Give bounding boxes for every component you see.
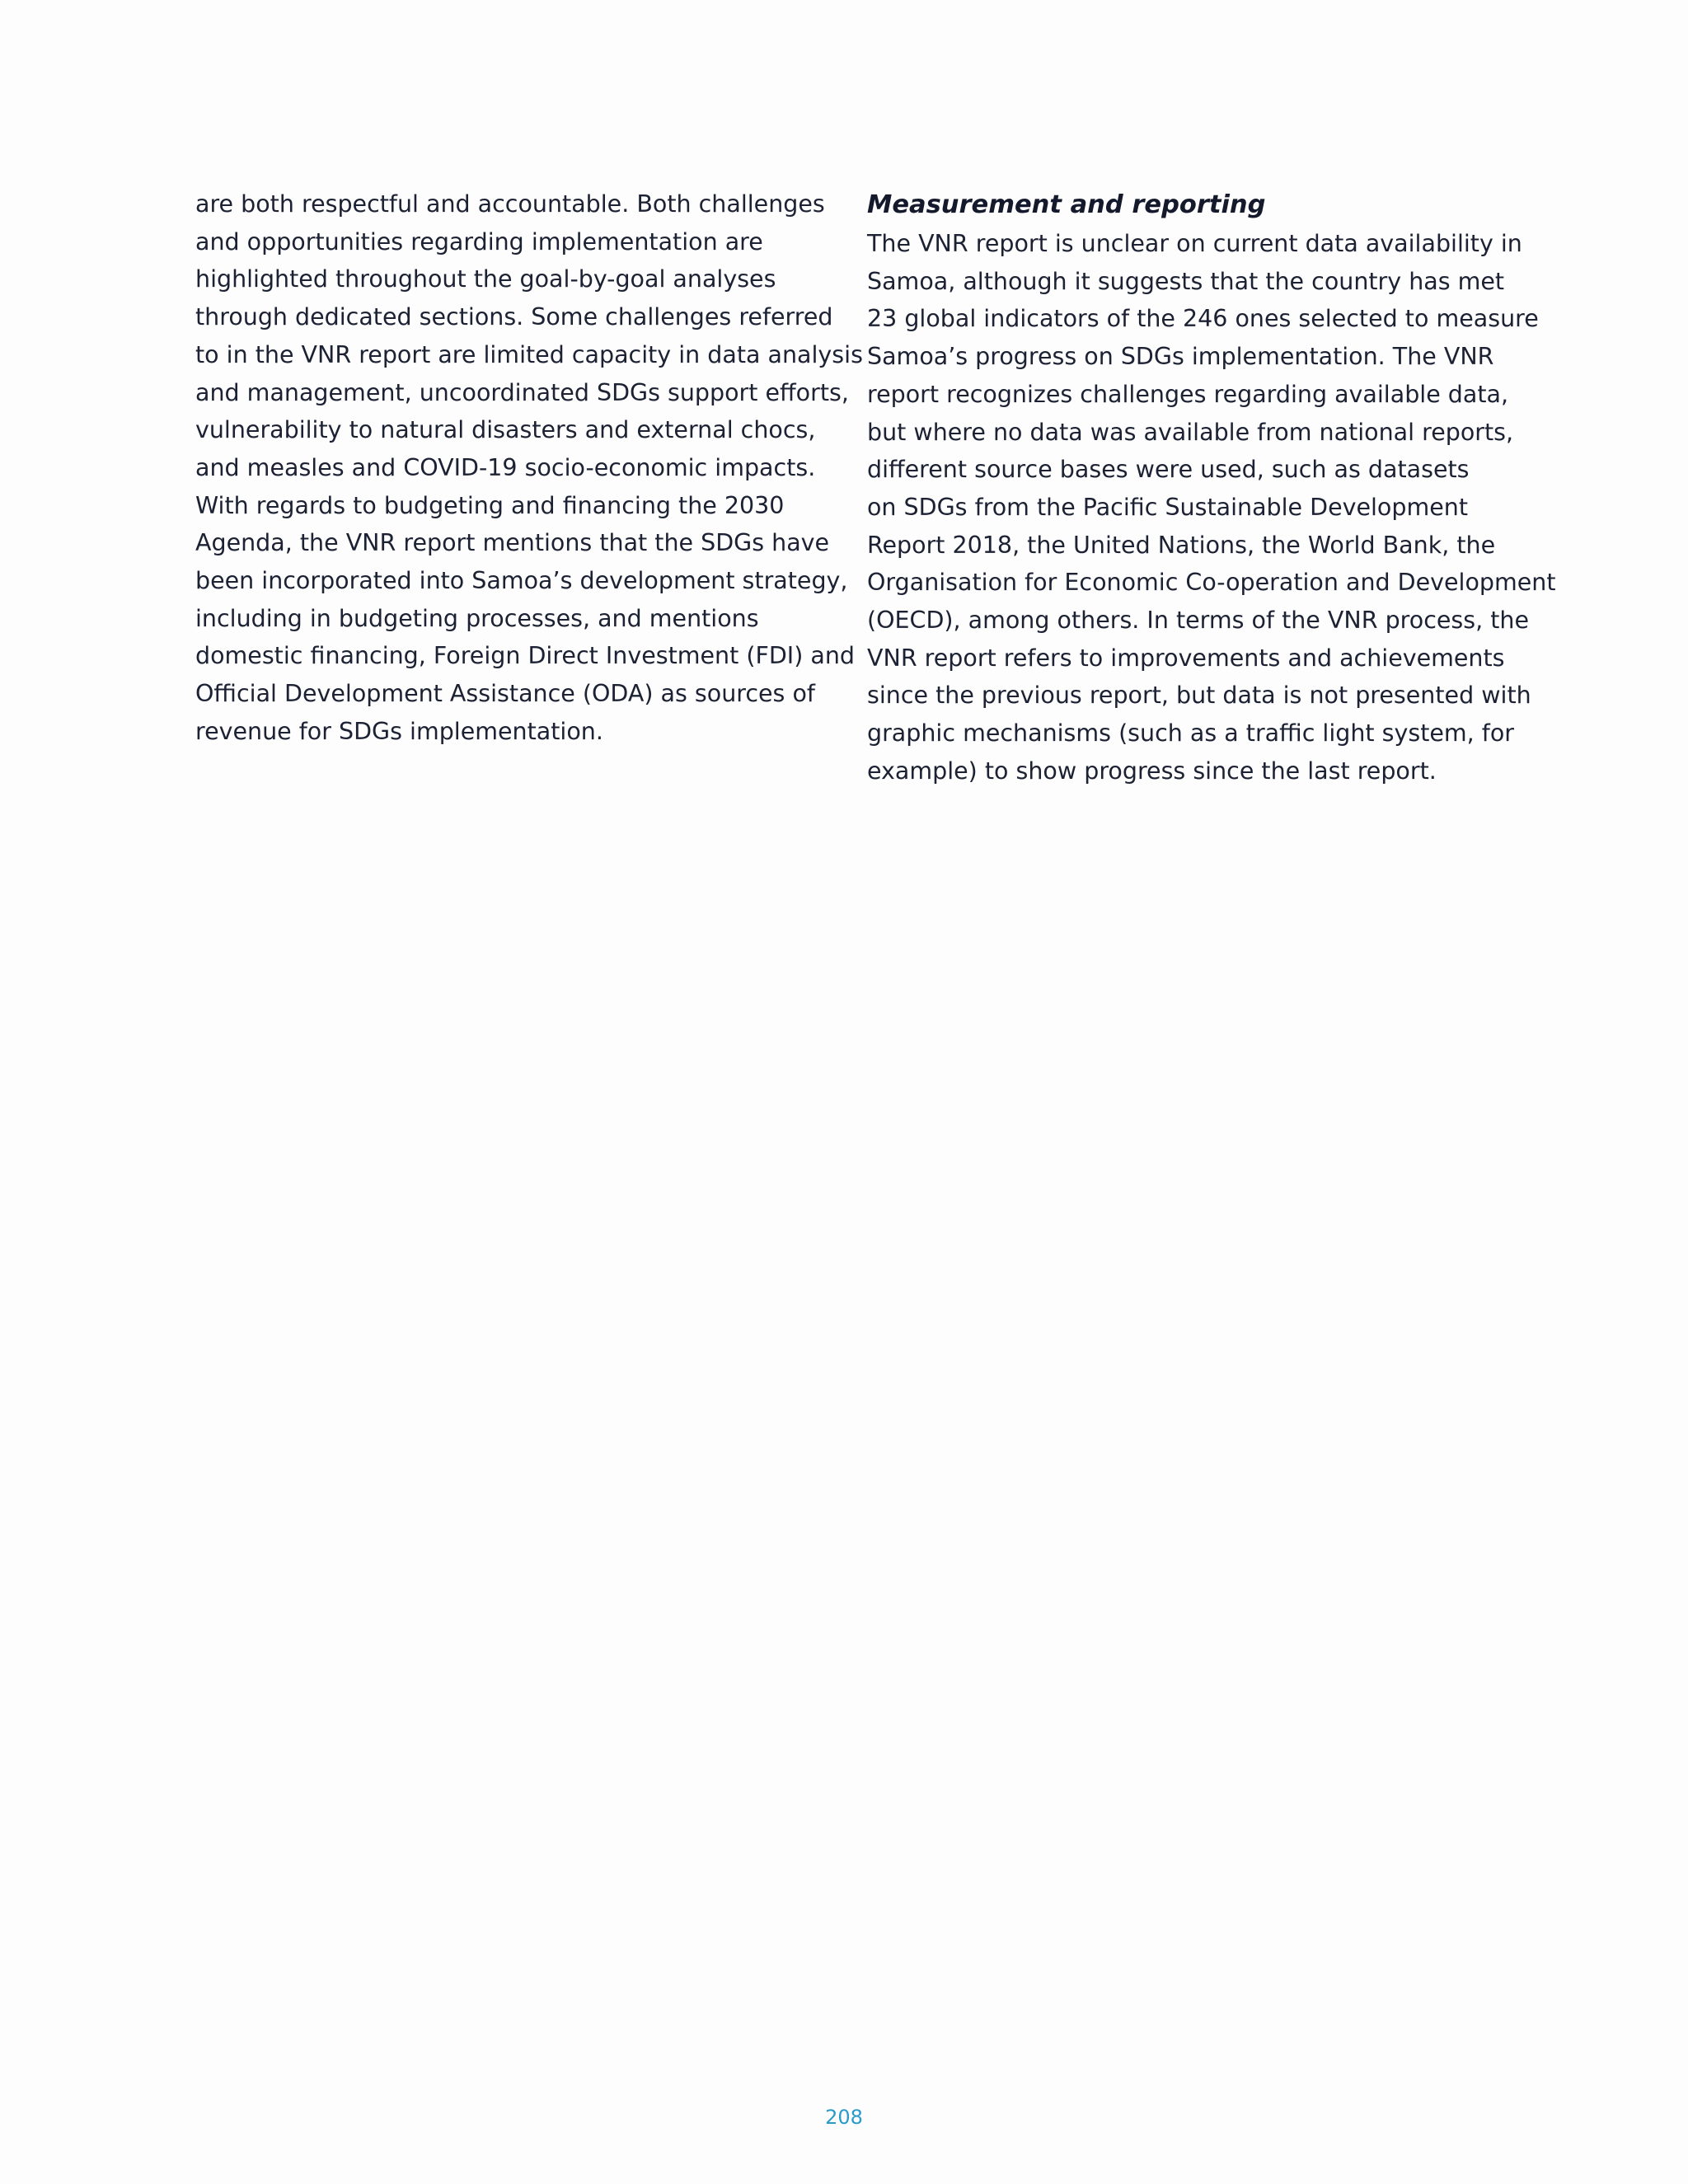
body-line: are both respectful and accountable. Both challenges [195, 190, 825, 218]
body-line: highlighted throughout the goal-by-goal analyses [195, 265, 776, 293]
body-line: Agenda, the VNR report mentions that the SDGs have [195, 529, 830, 557]
body-line: revenue for SDGs implementation. [195, 717, 603, 745]
body-line: Report 2018, the United Nations, the World Bank, the [867, 531, 1496, 559]
body-line: through dedicated sections. Some challenges referred [195, 303, 833, 331]
body-line: but where no data was available from national reports, [867, 418, 1514, 446]
body-line: Organisation for Economic Co-operation and Development [867, 569, 1556, 597]
body-line: With regards to budgeting and financing the 2030 [195, 491, 785, 519]
body-line: different source bases were used, such as datasets [867, 456, 1470, 484]
body-line: to in the VNR report are limited capacity in data analysis [195, 340, 863, 368]
body-line: graphic mechanisms (such as a traffic light system, for [867, 719, 1514, 748]
body-line: domestic financing, Foreign Direct Investment (FDI) and [195, 642, 856, 670]
page-number: 208 [825, 2106, 863, 2129]
body-line: (OECD), among others. In terms of the VNR process, the [867, 607, 1529, 635]
body-line: including in budgeting processes, and mentions [195, 604, 759, 632]
body-line: vulnerability to natural disasters and external chocs, [195, 416, 816, 444]
left-column-text [195, 185, 863, 751]
body-line: Samoa, although it suggests that the country has met [867, 267, 1505, 295]
body-line: Samoa’s progress on SDGs implementation. The VNR [867, 343, 1494, 371]
body-line: been incorporated into Samoa’s development strategy, [195, 567, 848, 595]
right-column-text [867, 185, 1556, 790]
section-heading: Measurement and reporting [867, 190, 1266, 219]
body-line: and measles and COVID-19 socio-economic impacts. [195, 453, 816, 481]
body-line: on SDGs from the Pacific Sustainable Development [867, 493, 1468, 521]
body-line: Official Development Assistance (ODA) as sources of [195, 680, 815, 708]
body-line: VNR report refers to improvements and achievements [867, 644, 1505, 672]
body-line: and management, uncoordinated SDGs support efforts, [195, 378, 849, 406]
body-line: report recognizes challenges regarding available data, [867, 380, 1509, 408]
body-line: since the previous report, but data is not presented with [867, 682, 1531, 710]
body-line: example) to show progress since the last report. [867, 757, 1437, 785]
body-line: 23 global indicators of the 246 ones selected to measure [867, 305, 1539, 333]
body-line: The VNR report is unclear on current data availability in [867, 230, 1522, 257]
body-line: and opportunities regarding implementation are [195, 227, 763, 255]
